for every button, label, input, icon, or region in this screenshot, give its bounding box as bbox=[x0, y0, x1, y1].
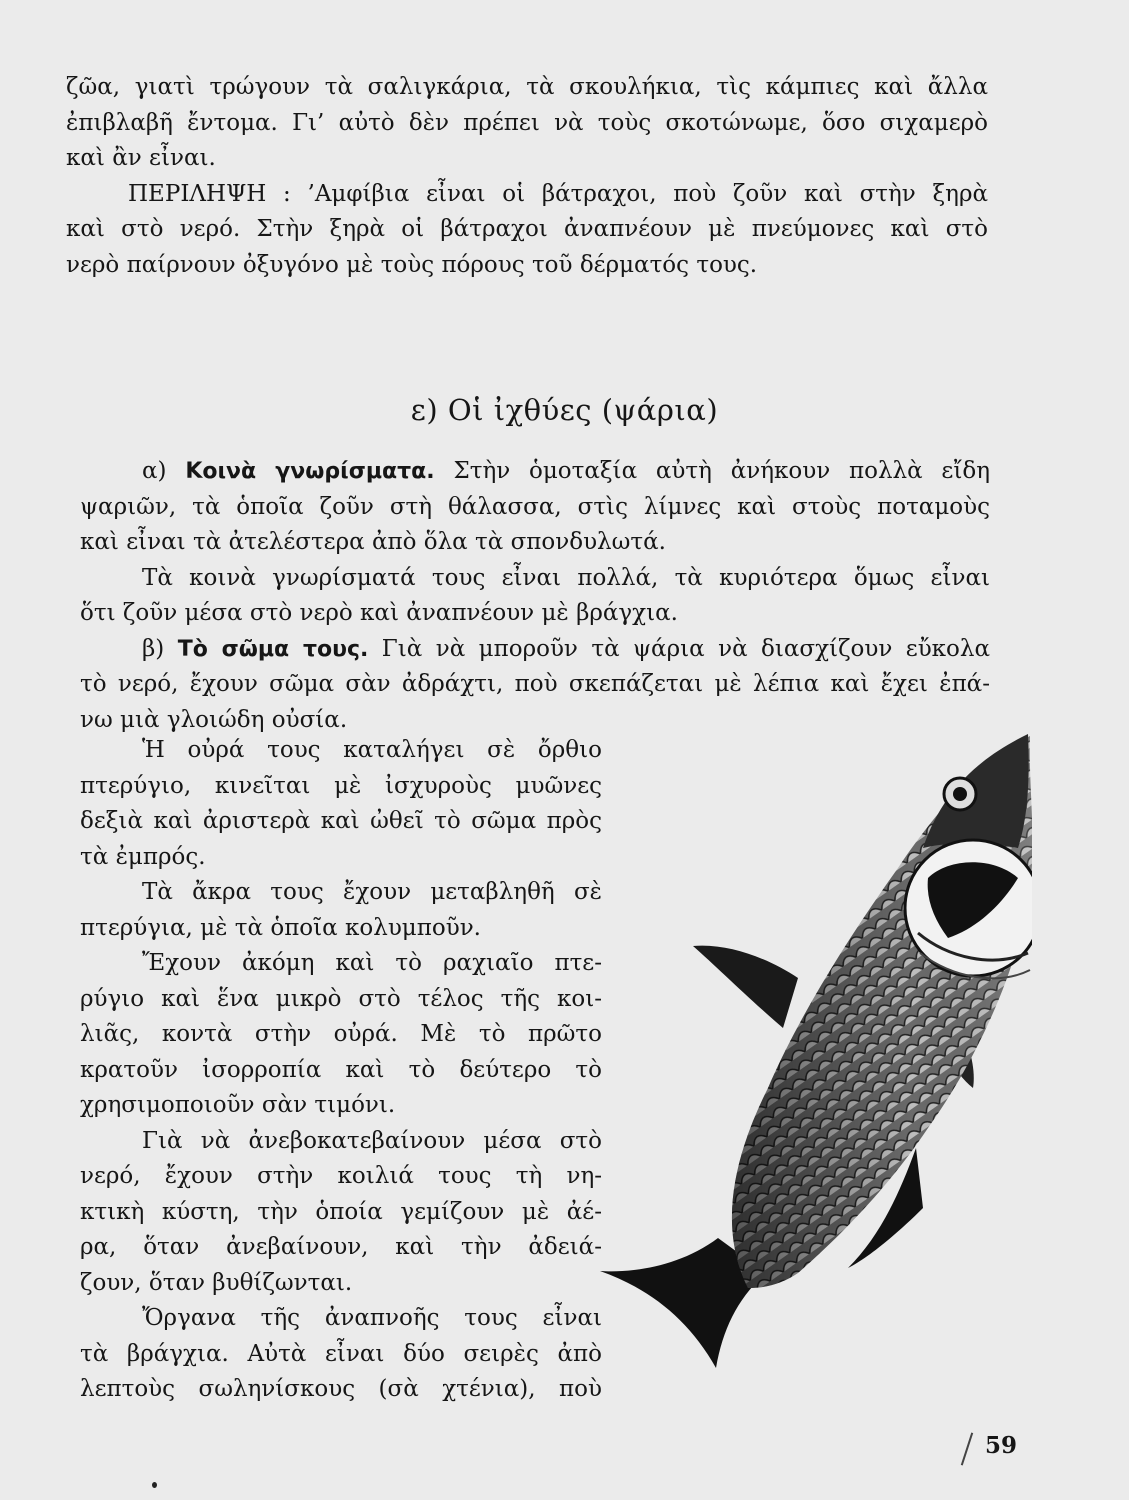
section-heading: ε) Οἱ ἰχθύες (ψάρια) bbox=[410, 393, 719, 427]
body-column bbox=[80, 733, 602, 1408]
text-line: τὸ νερό, ἔχουν σῶμα σὰν ἀδράχτι, ποὺ σκεπάζεται μὲ λέπια καὶ ἔχει ἐπά- bbox=[80, 671, 990, 697]
summary-first-line: ΠΕΡΙΛΗΨΗ : ’Αμφίβια εἶναι οἱ βάτραχοι, ποὺ ζοῦν καὶ στὴν ξηρὰ bbox=[128, 180, 989, 207]
text-line: κτικὴ κύστη, τὴν ὁποία γεμίζουν μὲ ἀέ- bbox=[80, 1198, 602, 1225]
text-line: τὰ βράγχια. Αὐτὰ εἶναι δύο σειρὲς ἀπὸ bbox=[80, 1340, 602, 1367]
text-line: νω μιὰ γλοιώδη οὐσία. bbox=[80, 706, 348, 733]
section-b-first-line: β) Τὸ σῶμα τους. Γιὰ νὰ μποροῦν τὰ ψάρια νὰ διασχίζουν εὔκολα bbox=[142, 635, 991, 662]
text-line: ὅτι ζοῦν μέσα στὸ νερὸ καὶ ἀναπνέουν μὲ βράγχια. bbox=[80, 600, 678, 626]
text-line: νερὸ παίρνουν ὀξυγόνο μὲ τοὺς πόρους τοῦ δέρματός τους. bbox=[66, 251, 758, 278]
text-line: κρατοῦν ἰσορροπία καὶ τὸ δεύτερο τὸ bbox=[80, 1056, 602, 1083]
text-line: καὶ ἂν εἶναι. bbox=[66, 145, 216, 171]
text-line: λιᾶς, κοντὰ στὴν οὐρά. Μὲ τὸ πρῶτο bbox=[80, 1021, 602, 1047]
summary-label: ΠΕΡΙΛΗΨΗ : bbox=[128, 180, 291, 207]
text-line: δεξιὰ καὶ ἀριστερὰ καὶ ὠθεῖ τὸ σῶμα πρὸς bbox=[80, 808, 602, 834]
text-line: ζουν, ὅταν βυθίζωνται. bbox=[80, 1269, 353, 1296]
fish-illustration bbox=[598, 728, 1032, 1368]
text-line: Ὄργανα τῆς ἀναπνοῆς τους εἶναι bbox=[142, 1305, 602, 1331]
text-line: καὶ στὸ νερό. Στὴν ξηρὰ οἱ βάτραχοι ἀναπνέουν μὲ πνεύμονες καὶ στὸ bbox=[66, 216, 988, 242]
text-line: ρύγιο καὶ ἕνα μικρὸ στὸ τέλος τῆς κοι- bbox=[80, 985, 602, 1012]
text-line: Ἔχουν ἀκόμη καὶ τὸ ραχιαῖο πτε- bbox=[142, 950, 602, 976]
text-line: Τὰ κοινὰ γνωρίσματά τους εἶναι πολλά, τὰ κυριότερα ὅμως εἶναι bbox=[142, 564, 990, 591]
section-common-traits bbox=[80, 454, 990, 738]
text-line: χρησιμοποιοῦν σὰν τιμόνι. bbox=[80, 1092, 396, 1118]
intro-paragraph bbox=[66, 70, 988, 283]
text-line: καὶ εἶναι τὰ ἀτελέστερα ἀπὸ ὅλα τὰ σπονδυλωτά. bbox=[80, 529, 666, 555]
text-line: πτερύγιο, κινεῖται μὲ ἰσχυροὺς μυῶνες bbox=[80, 772, 602, 799]
text-line: Ἡ οὐρά τους καταλήγει σὲ ὄρθιο bbox=[142, 737, 602, 763]
text-line: Γιὰ νὰ ἀνεβοκατεβαίνουν μέσα στὸ bbox=[142, 1127, 602, 1154]
section-a-first-line: α) Κοινὰ γνωρίσματα. Στὴν ὁμοταξία αὐτὴ ἀνήκουν πολλὰ εἴδη bbox=[142, 458, 990, 484]
text-line: νερό, ἔχουν στὴν κοιλιά τους τὴ νη- bbox=[80, 1163, 602, 1189]
text-line: τὰ ἐμπρός. bbox=[80, 843, 206, 870]
page-number: 59 bbox=[985, 1432, 1018, 1459]
text-line: ρα, ὅταν ἀνεβαίνουν, καὶ τὴν ἀδειά- bbox=[80, 1234, 602, 1260]
text-line: ψαριῶν, τὰ ὁποῖα ζοῦν στὴ θάλασσα, στὶς λίμνες καὶ στοὺς ποταμοὺς bbox=[80, 493, 990, 520]
section-a-title: Κοινὰ γνωρίσματα. bbox=[185, 459, 435, 484]
text-line: ἐπιβλαβῆ ἔντομα. Γι’ αὐτὸ δὲν πρέπει νὰ τοὺς σκοτώνωμε, ὅσο σιχαμερὸ bbox=[66, 109, 988, 136]
text-line: ζῶα, γιατὶ τρώγουν τὰ σαλιγκάρια, τὰ σκουλήκια, τὶς κάμπιες καὶ ἄλλα bbox=[66, 74, 988, 100]
text-line: πτερύγια, μὲ τὰ ὁποῖα κολυμποῦν. bbox=[80, 914, 481, 941]
page-number-mark bbox=[961, 1433, 973, 1466]
section-b-title: Τὸ σῶμα τους. bbox=[177, 636, 369, 662]
text-line: Τὰ ἄκρα τους ἔχουν μεταβληθῆ σὲ bbox=[142, 879, 602, 905]
text-line: λεπτοὺς σωληνίσκους (σὰ χτένια), ποὺ bbox=[80, 1376, 602, 1402]
ink-speck bbox=[152, 1482, 157, 1488]
